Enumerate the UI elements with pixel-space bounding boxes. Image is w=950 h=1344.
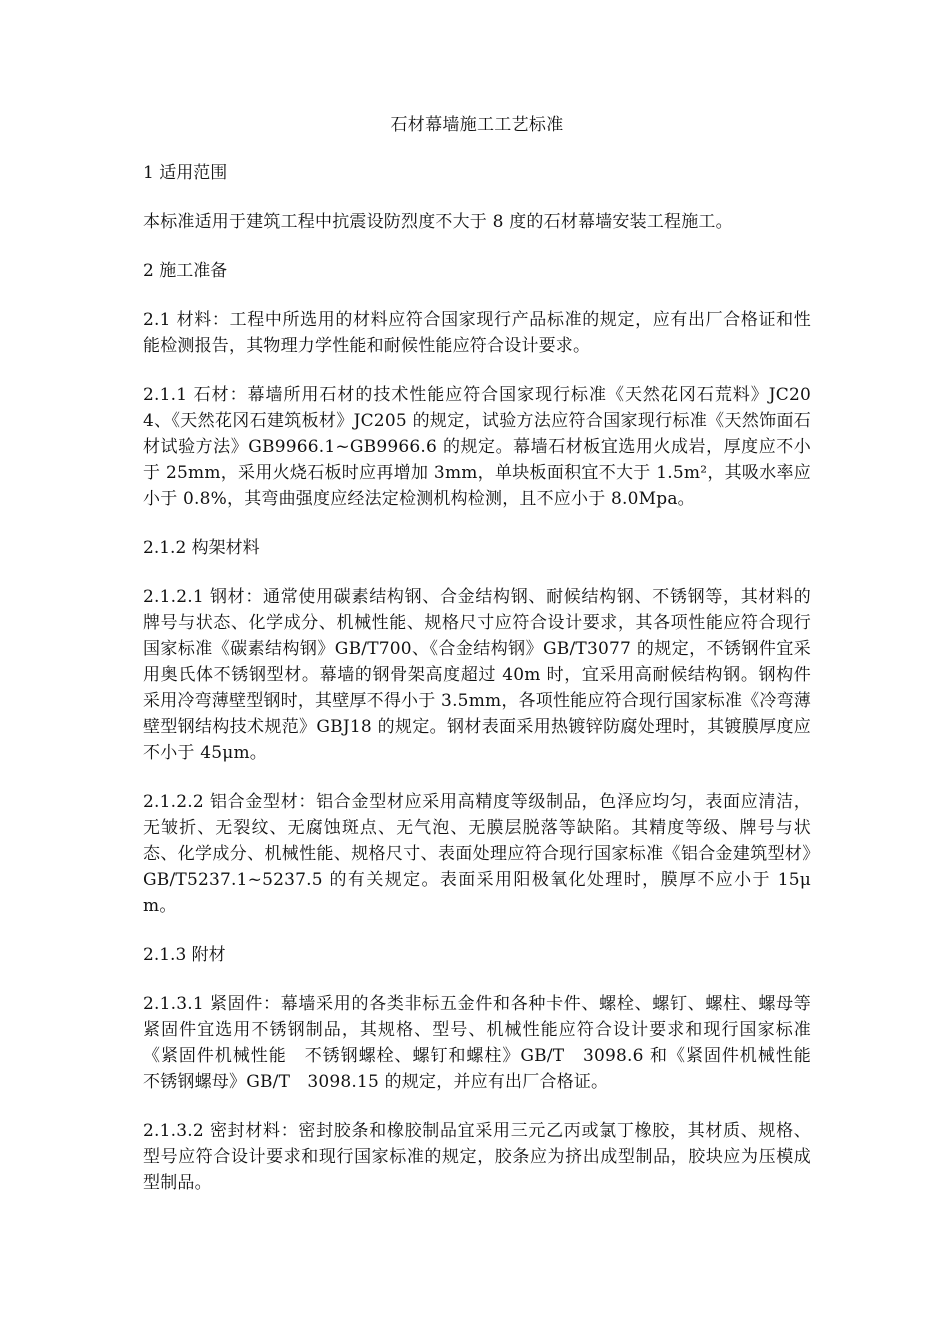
document-title: 石材幕墙施工工艺标准 — [390, 115, 564, 135]
section-2-heading: 2 施工准备 — [143, 261, 228, 281]
paragraph-2-1-2-1: 2.1.2.1 钢材：通常使用碳素结构钢、合金结构钢、耐候结构钢、不锈钢等，其材料的牌号与状态、化学成分、机械性能、规格尺寸应符合设计要求，其各项性能应符合现行国家标准《碳素结构钢》GB/T700、《合金结构钢》GB/T3077 的规定，不锈钢件宜采用奥氏体不锈钢型材。幕墙的钢骨架高度超过 40m 时，宜采用高耐候结构钢。钢构件采用冷弯薄壁型钢时，其壁厚不得小于 3.5mm，各项性能应符合现行国家标准《冷弯薄壁型钢结构技术规范》GBJ18 的规定。钢材表面采用热镀锌防腐处理时，其镀膜厚度应不小于 45μm。 — [143, 587, 811, 763]
paragraph-2-1-3-2: 2.1.3.2 密封材料：密封胶条和橡胶制品宜采用三元乙丙或氯丁橡胶，其材质、规格、型号应符合设计要求和现行国家标准的规定，胶条应为挤出成型制品，胶块应为压模成型制品。 — [143, 1121, 811, 1193]
heading-2-1-3: 2.1.3 附材 — [143, 945, 226, 965]
paragraph-2-1-3-1: 2.1.3.1 紧固件：幕墙采用的各类非标五金件和各种卡件、螺栓、螺钉、螺柱、螺母等紧固件宜选用不锈钢制品，其规格、型号、机械性能应符合设计要求和现行国家标准《紧固件机械性能 不锈钢螺栓、螺钉和螺柱》GB/T 3098.6 和《紧固件机械性能 不锈钢螺母》GB/T 3098.15 的规定，并应有出厂合格证。 — [143, 994, 829, 1092]
paragraph-2-1: 2.1 材料：工程中所选用的材料应符合国家现行产品标准的规定，应有出厂合格证和性能检测报告，其物理力学性能和耐候性能应符合设计要求。 — [143, 310, 811, 356]
paragraph-2-1-2-2: 2.1.2.2 铝合金型材：铝合金型材应采用高精度等级制品，色泽应均匀，表面应清洁，无皱折、无裂纹、无腐蚀斑点、无气泡、无膜层脱落等缺陷。其精度等级、牌号与状态、化学成分、机械性能、规格尺寸、表面处理应符合现行国家标准《铝合金建筑型材》GB/T5237.1~5237.5 的有关规定。表面采用阳极氧化处理时，膜厚不应小于 15μm。 — [143, 792, 811, 916]
heading-2-1-2: 2.1.2 构架材料 — [143, 538, 260, 558]
section-1-body: 本标准适用于建筑工程中抗震设防烈度不大于 8 度的石材幕墙安装工程施工。 — [143, 212, 733, 232]
document-page — [143, 112, 829, 1219]
section-1-heading: 1 适用范围 — [143, 163, 228, 183]
paragraph-2-1-1: 2.1.1 石材：幕墙所用石材的技术性能应符合国家现行标准《天然花冈石荒料》JC204、《天然花冈石建筑板材》JC205 的规定，试验方法应符合国家现行标准《天然饰面石材试验方法》GB9966.1~GB9966.6 的规定。幕墙石材板宜选用火成岩，厚度应不小于 25mm，采用火烧石板时应再增加 3mm，单块板面积宜不大于 1.5m²，其吸水率应小于 0.8%，其弯曲强度应经法定检测机构检测，且不应小于 8.0Mpa。 — [143, 385, 811, 509]
